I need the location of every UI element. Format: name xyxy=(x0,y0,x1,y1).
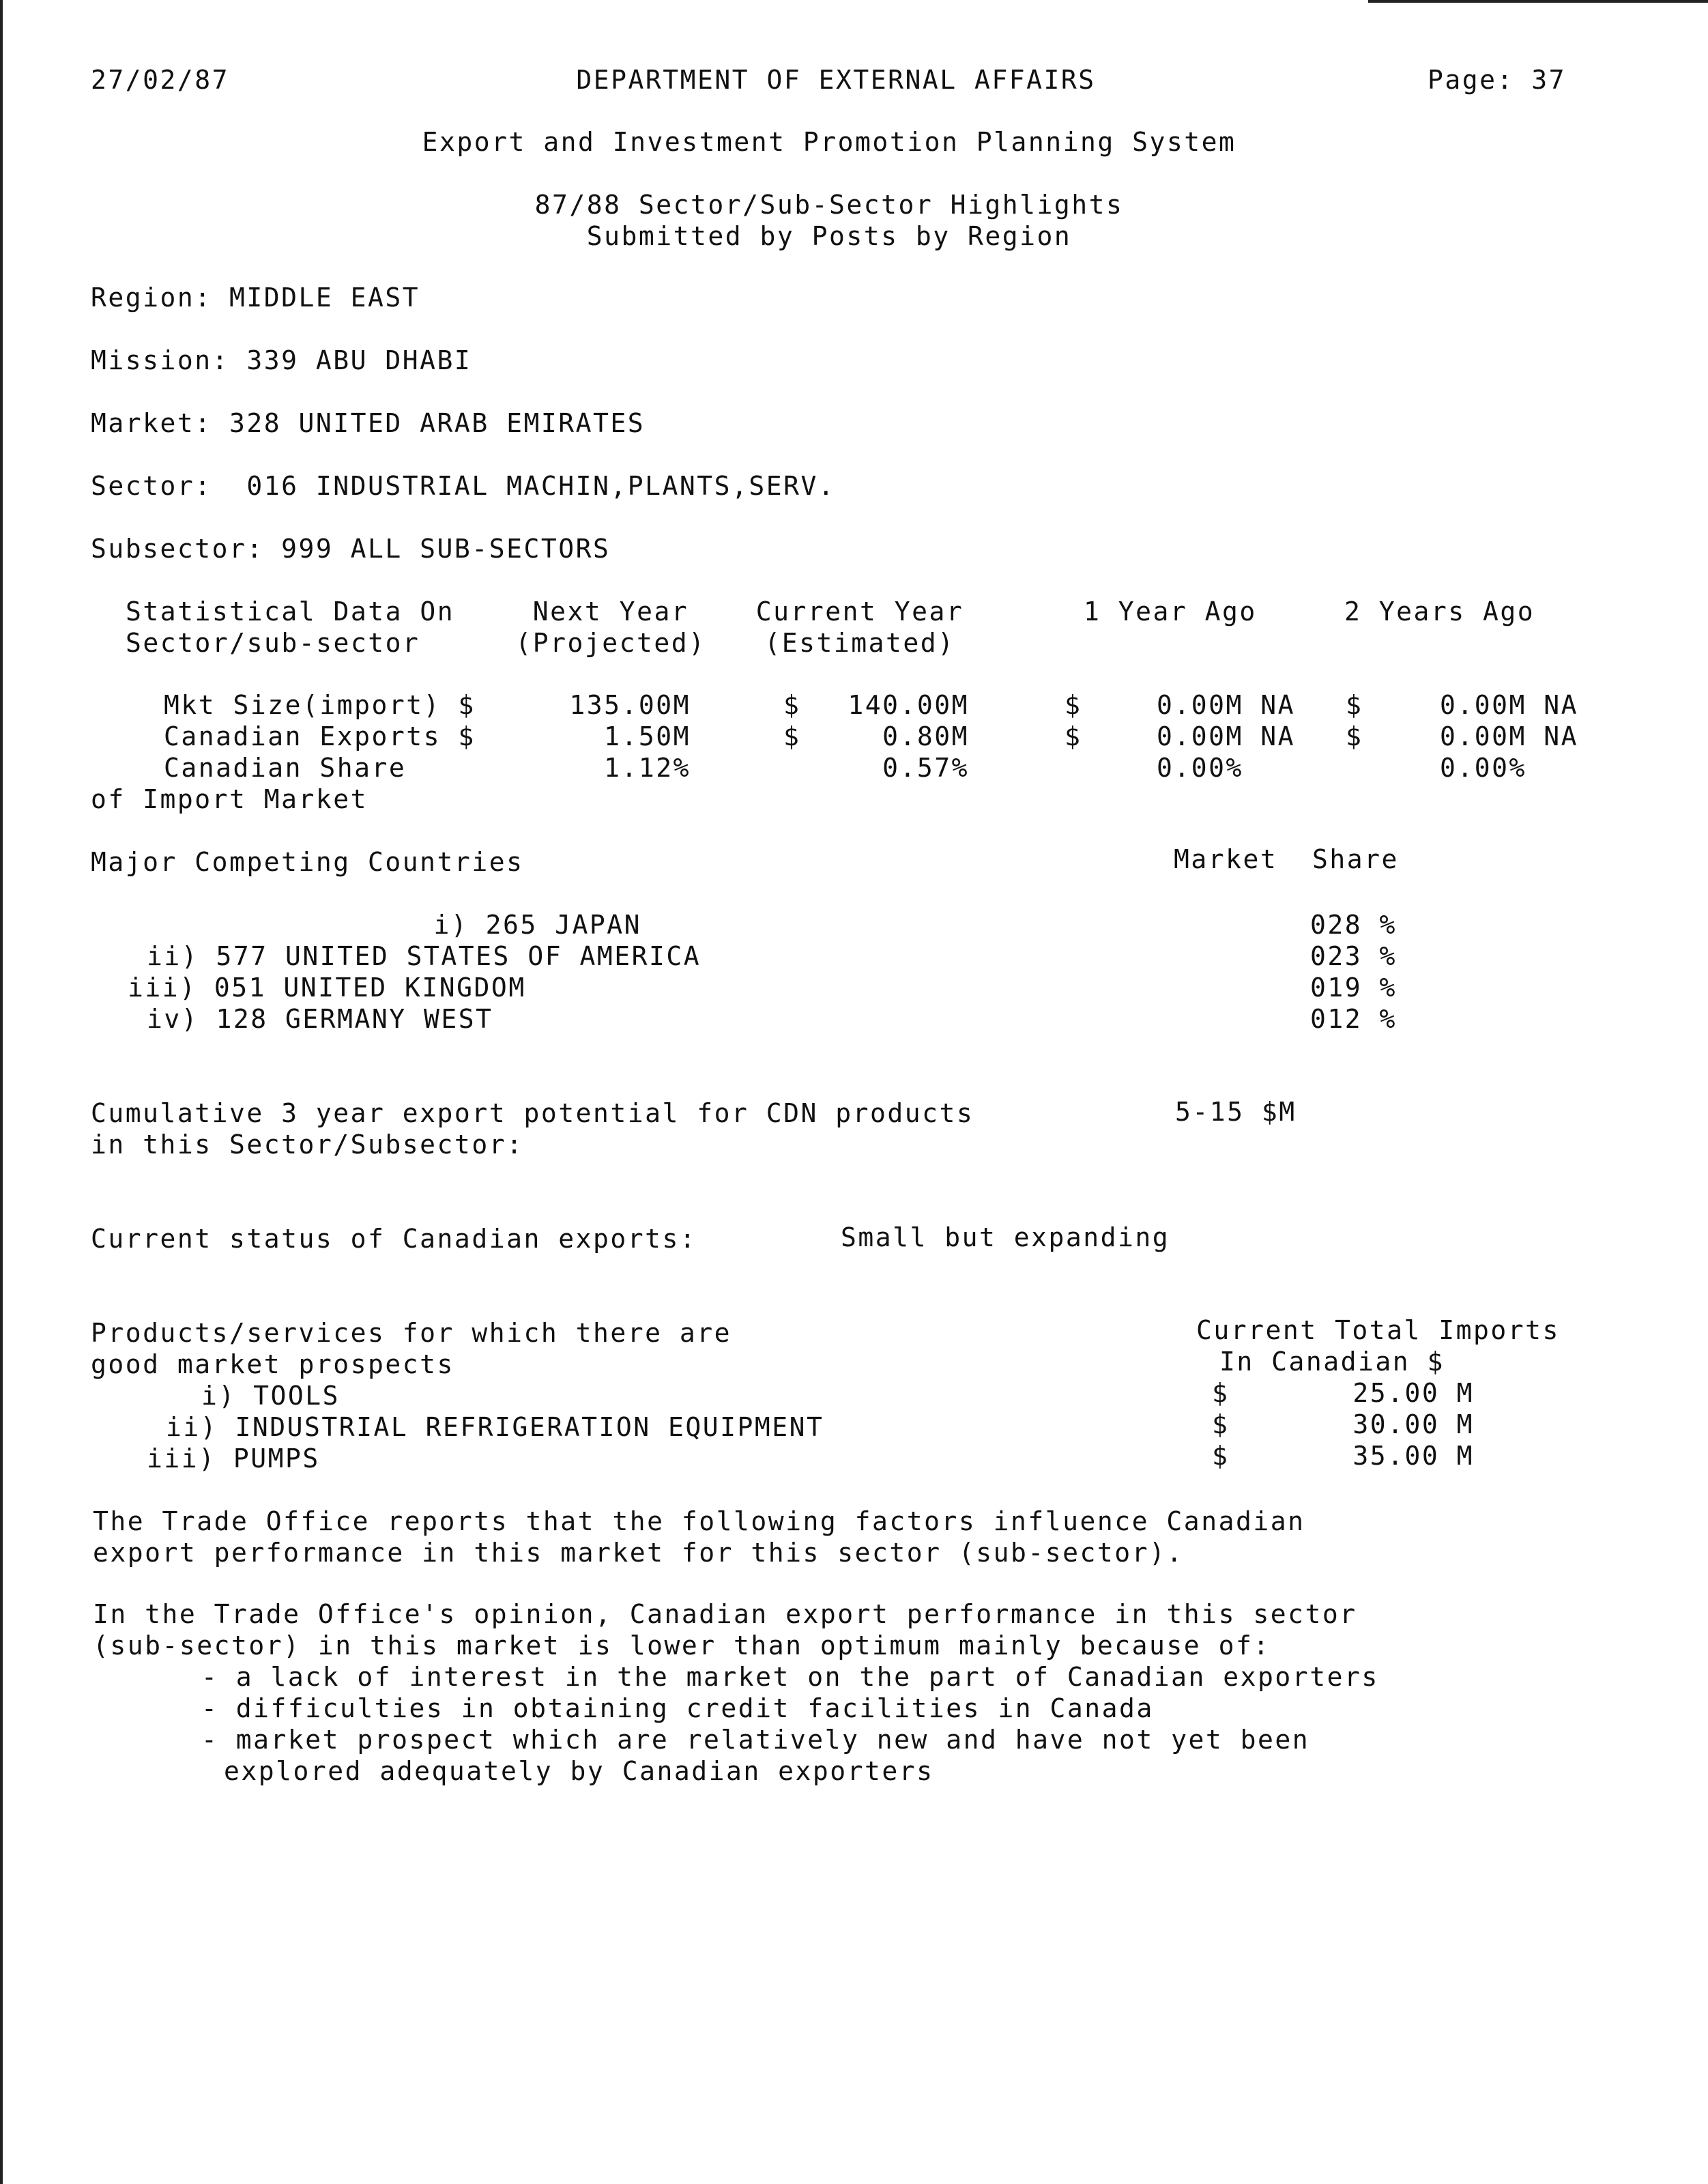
scan-edge-top xyxy=(1368,0,1708,3)
stats-row-y1-symbol: $ xyxy=(1065,721,1082,751)
page-number: Page: 37 xyxy=(1427,65,1566,95)
product-label: ii) INDUSTRIAL REFRIGERATION EQUIPMENT xyxy=(166,1412,824,1442)
stats-header-label-2: Sector/sub-sector xyxy=(126,628,420,658)
stats-row-1-year-ago: 0.00M NA xyxy=(1157,690,1296,720)
stats-footer: of Import Market xyxy=(91,784,368,814)
scan-edge-left xyxy=(0,0,3,2184)
stats-row-next: 1.12% xyxy=(604,753,691,783)
stats-row-1-year-ago: 0.00% xyxy=(1157,753,1243,783)
stats-row-label: Canadian Share xyxy=(164,753,407,783)
competitor-label: iii) 051 UNITED KINGDOM xyxy=(128,973,526,1003)
imports-header-2: In Canadian $ xyxy=(1219,1347,1445,1377)
product-label: iii) PUMPS xyxy=(147,1443,320,1474)
products-line-2: good market prospects xyxy=(91,1349,454,1379)
status-value: Small but expanding xyxy=(841,1222,1170,1252)
opinion-line-1: In the Trade Office's opinion, Canadian export performance in this sector xyxy=(93,1599,1357,1629)
stats-row-cur-symbol: $ xyxy=(783,690,801,720)
potential-value: 5-15 $M xyxy=(1175,1097,1297,1127)
opinion-bullet: - a lack of interest in the market on the part of Canadian exporters xyxy=(201,1662,1379,1692)
system-title: Export and Investment Promotion Planning System xyxy=(422,127,1236,157)
potential-line-1: Cumulative 3 year export potential for CDN products xyxy=(91,1098,974,1128)
opinion-line-2: (sub-sector) in this market is lower than optimum mainly because of: xyxy=(93,1630,1271,1661)
stats-row-label: Canadian Exports $ xyxy=(164,721,476,751)
factors-line-1: The Trade Office reports that the following factors influence Canadian xyxy=(93,1506,1305,1536)
product-symbol: $ xyxy=(1212,1441,1230,1471)
competitor-share: 012 % xyxy=(1310,1004,1397,1034)
market-share-header: Market Share xyxy=(1174,844,1399,874)
stats-row-next: 135.00M xyxy=(569,690,691,720)
competitor-label: i) 265 JAPAN xyxy=(433,910,641,940)
stats-row-y2-symbol: $ xyxy=(1346,721,1363,751)
stats-row-y1-symbol: $ xyxy=(1065,690,1082,720)
subsector-line: Subsector: 999 ALL SUB-SECTORS xyxy=(91,534,611,564)
stats-row-cur-symbol: $ xyxy=(783,721,801,751)
opinion-bullet-continuation: explored adequately by Canadian exporters xyxy=(224,1756,934,1786)
products-line-1: Products/services for which there are xyxy=(91,1318,732,1348)
stats-row-2-years-ago: 0.00M NA xyxy=(1440,690,1579,720)
report-date: 27/02/87 xyxy=(91,65,230,95)
stats-row-y2-symbol: $ xyxy=(1346,690,1363,720)
report-title: 87/88 Sector/Sub-Sector Highlights xyxy=(534,190,1124,220)
department-name: DEPARTMENT OF EXTERNAL AFFAIRS xyxy=(576,65,1096,95)
col-current-year-sub: (Estimated) xyxy=(764,628,955,658)
competitors-title: Major Competing Countries xyxy=(91,847,524,877)
report-subtitle: Submitted by Posts by Region xyxy=(586,221,1072,251)
competitor-share: 028 % xyxy=(1310,910,1397,940)
col-next-year-sub: (Projected) xyxy=(515,628,706,658)
product-value: 25.00 M xyxy=(1352,1378,1474,1408)
col-2-years-ago: 2 Years Ago xyxy=(1344,597,1535,627)
opinion-bullet: - market prospect which are relatively new and have not yet been xyxy=(201,1725,1310,1755)
col-1-year-ago: 1 Year Ago xyxy=(1084,597,1257,627)
region-line: Region: MIDDLE EAST xyxy=(91,283,420,313)
product-value: 35.00 M xyxy=(1352,1441,1474,1471)
opinion-bullet: - difficulties in obtaining credit facilities in Canada xyxy=(201,1693,1154,1723)
stats-header-label-1: Statistical Data On xyxy=(126,597,455,627)
stats-row-1-year-ago: 0.00M NA xyxy=(1157,721,1296,751)
stats-row-current: 0.57% xyxy=(882,753,969,783)
product-symbol: $ xyxy=(1212,1409,1230,1439)
competitor-label: iv) 128 GERMANY WEST xyxy=(147,1004,493,1034)
imports-header-1: Current Total Imports xyxy=(1196,1315,1560,1345)
stats-row-current: 140.00M xyxy=(848,690,969,720)
sector-line: Sector: 016 INDUSTRIAL MACHIN,PLANTS,SERV. xyxy=(91,471,836,501)
factors-line-2: export performance in this market for this sector (sub-sector). xyxy=(93,1538,1184,1568)
col-next-year: Next Year xyxy=(532,597,689,627)
product-symbol: $ xyxy=(1212,1378,1230,1408)
stats-row-2-years-ago: 0.00% xyxy=(1440,753,1526,783)
stats-row-2-years-ago: 0.00M NA xyxy=(1440,721,1579,751)
stats-row-label: Mkt Size(import) $ xyxy=(164,690,476,720)
competitor-share: 023 % xyxy=(1310,941,1397,971)
col-current-year: Current Year xyxy=(755,597,964,627)
competitor-label: ii) 577 UNITED STATES OF AMERICA xyxy=(147,941,701,971)
product-label: i) TOOLS xyxy=(201,1381,341,1411)
market-line: Market: 328 UNITED ARAB EMIRATES xyxy=(91,408,646,438)
competitor-share: 019 % xyxy=(1310,973,1397,1003)
stats-row-current: 0.80M xyxy=(882,721,969,751)
potential-line-2: in this Sector/Subsector: xyxy=(91,1130,524,1160)
product-value: 30.00 M xyxy=(1352,1409,1474,1439)
stats-row-next: 1.50M xyxy=(604,721,691,751)
status-label: Current status of Canadian exports: xyxy=(91,1224,697,1254)
mission-line: Mission: 339 ABU DHABI xyxy=(91,345,472,375)
